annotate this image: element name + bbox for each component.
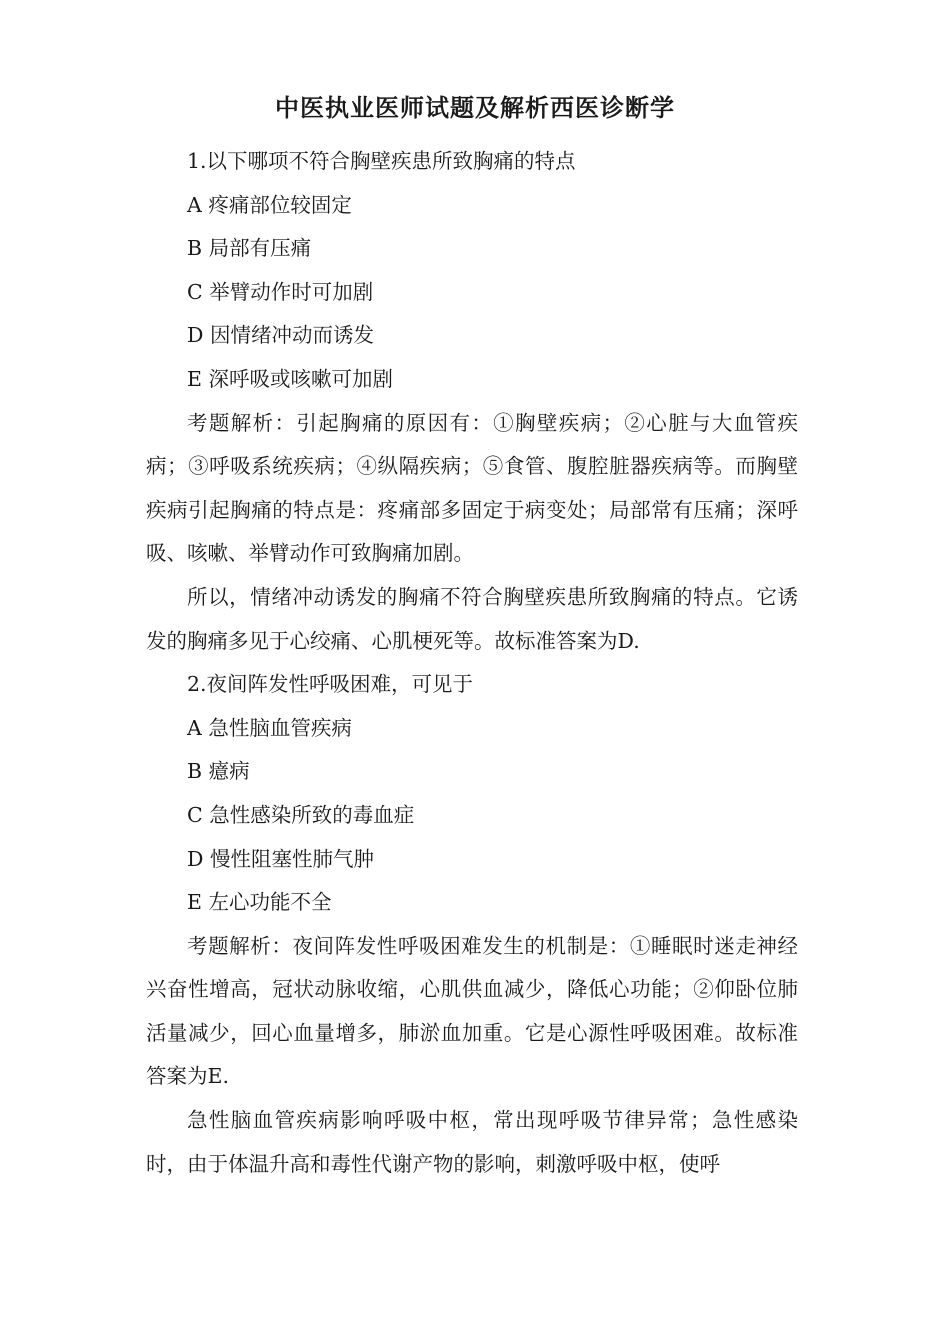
question-1-analysis: 考题解析：引起胸痛的原因有：①胸壁疾病；②心脏与大血管疾病；③呼吸系统疾病；④纵隔疾病；⑤食管、腹腔脏器疾病等。而胸壁疾病引起胸痛的特点是：疼痛部多固定于病变处；局部常有压痛；深呼吸、咳嗽、举臂动作可致胸痛加剧。 [146,410,798,566]
question-1-option-e: E 深呼吸或咳嗽可加剧 [187,366,393,391]
question-2-stem: 2.夜间阵发性呼吸困难，可见于 [187,672,474,697]
question-1-stem: 1.以下哪项不符合胸壁疾患所致胸痛的特点 [187,149,576,173]
question-2-option-c: C 急性感染所致的毒血症 [187,802,415,827]
document-title: 中医执业医师试题及解析西医诊断学 [275,94,675,122]
question-2-option-b: B 癔病 [187,759,250,784]
document-body [146,140,798,1186]
question-2-continuation: 急性脑血管疾病影响呼吸中枢，常出现呼吸节律异常；急性感染时，由于体温升高和毒性代谢产物的影响，刺激呼吸中枢，使呼 [146,1108,798,1176]
question-1-option-a: A 疼痛部位较固定 [187,192,352,217]
question-1-conclusion: 所以，情绪冲动诱发的胸痛不符合胸壁疾患所致胸痛的特点。它诱发的胸痛多见于心绞痛、心肌梗死等。故标准答案为D. [146,584,798,653]
question-1-option-b: B 局部有压痛 [187,236,312,261]
question-2-option-a: A 急性脑血管疾病 [187,715,352,740]
question-1-option-c: C 举臂动作时可加剧 [187,279,374,304]
question-2-option-d: D 慢性阻塞性肺气肿 [187,846,374,871]
question-1-option-d: D 因情绪冲动而诱发 [187,323,374,348]
question-2-option-e: E 左心功能不全 [187,890,332,915]
question-2-analysis: 考题解析：夜间阵发性呼吸困难发生的机制是：①睡眠时迷走神经兴奋性增高，冠状动脉收缩，心肌供血减少，降低心功能；②仰卧位肺活量减少，回心血量增多，肺淤血加重。它是心源性呼吸困难。故标准答案为E. [146,933,798,1089]
